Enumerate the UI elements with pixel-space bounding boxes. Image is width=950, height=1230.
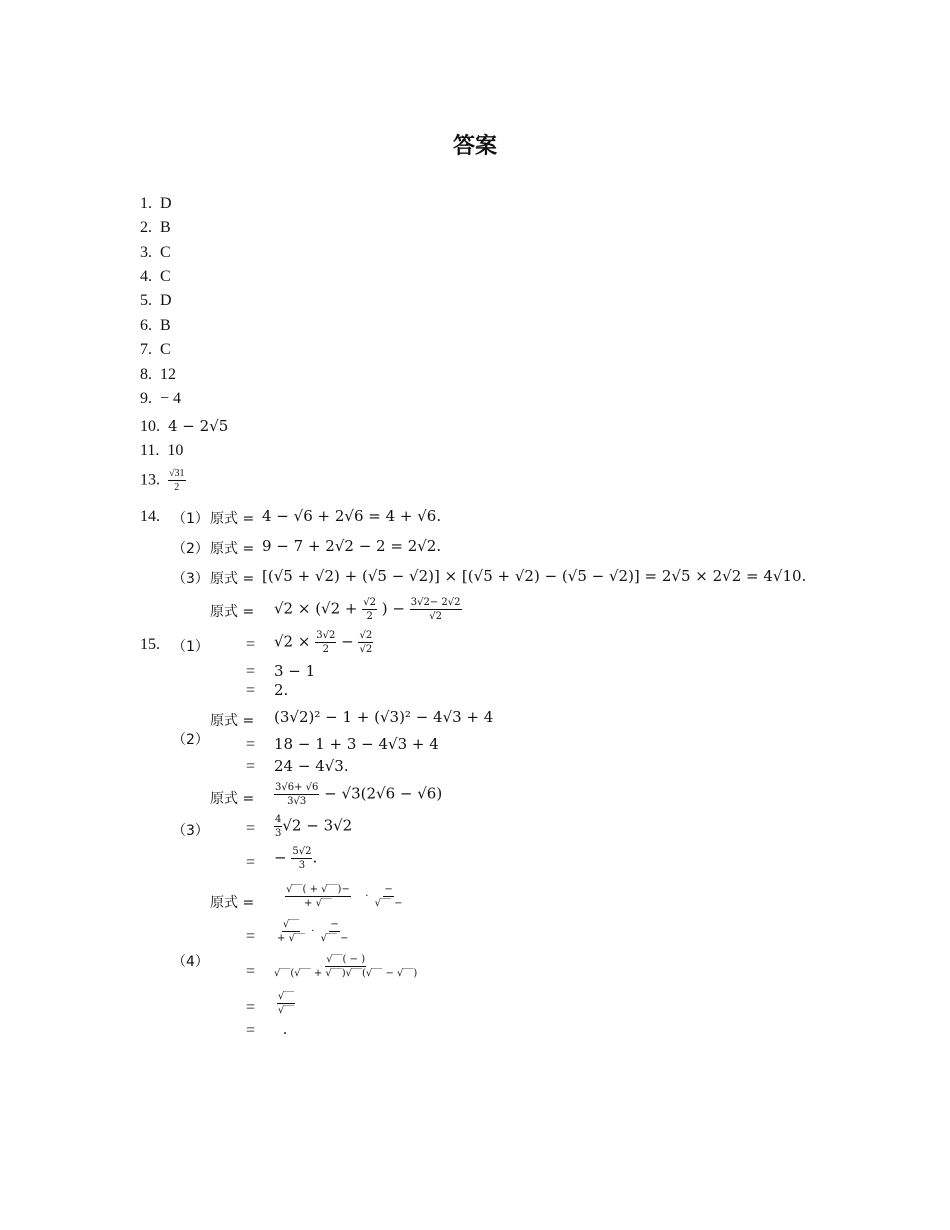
equals-sign: =	[246, 663, 256, 680]
equals-sign: =	[246, 736, 256, 753]
q15-part3-line1: $\frac{3√6+ √6}{3√3}$ − √3(2√6 − √6)	[275, 782, 443, 807]
q15-part4-line3: $\frac{√‾‾( - )}{√‾‾(√‾‾ + √‾‾)√‾‾(√‾‾ - √‾‾)}$	[274, 954, 418, 979]
equals-sign: =	[246, 758, 256, 775]
q15-part1-prefix: 原式 =	[210, 604, 255, 620]
q15-part3-line3: − $\frac{5√2}{3}$ .	[274, 846, 318, 871]
q14-part1-prefix: 原式 =	[210, 511, 255, 527]
q15-part2-prefix: 原式 =	[210, 713, 255, 729]
q15-part1-line3: 3 − 1	[274, 662, 316, 680]
q15-part4-line1: $\frac{√‾‾( + √‾‾)-}{+ √‾‾}$ · $\frac{-}{√‾‾ -}$	[286, 884, 403, 909]
list-item: 13. $\frac{√31}{2}$	[140, 468, 185, 493]
list-item: 10. 4 − 2√5	[140, 417, 229, 435]
q14-part1-label: （1）	[172, 511, 209, 527]
q15-part1-line2: √2 × $\frac{3√2}{2}$ − $\frac{√2}{√2}$	[274, 630, 373, 655]
q15-part2-line3: 24 − 4√3.	[274, 757, 349, 775]
q14-part2-prefix: 原式 =	[210, 541, 255, 557]
q14-part3-prefix: 原式 =	[210, 571, 255, 587]
q15-number: 15.	[140, 636, 160, 653]
list-item: 11. 10	[140, 442, 184, 459]
q15-part1-line1: √2 × (√2 + $\frac{√2}{2}$ ) − $\frac{3√2- 2√2}{√2}$	[274, 597, 461, 622]
q15-part4-prefix: 原式 =	[210, 895, 255, 911]
list-item: 7. C	[140, 341, 171, 358]
q14-number: 14.	[140, 508, 160, 525]
list-item: 2. B	[140, 219, 171, 236]
list-item: 3. C	[140, 244, 171, 261]
q15-part4-line2: $\frac{√‾‾}{+ √‾‾}$ · $\frac{-}{√‾‾ -}$	[277, 919, 349, 944]
q15-part2-line2: 18 − 1 + 3 − 4√3 + 4	[274, 735, 439, 753]
list-item: 8. 12	[140, 366, 176, 383]
q15-part3-label: （3）	[172, 823, 209, 839]
q14-part2-label: （2）	[172, 541, 209, 557]
q15-part3-prefix: 原式 =	[210, 791, 255, 807]
q15-part2-line1: (3√2)² − 1 + (√3)² − 4√3 + 4	[274, 708, 494, 726]
q15-part2-label: （2）	[172, 732, 209, 748]
list-item: 4. C	[140, 268, 171, 285]
equals-sign: =	[246, 928, 256, 945]
list-item: 5. D	[140, 292, 172, 309]
list-item: 6. B	[140, 317, 171, 334]
q15-part3-line2: $\frac{4}{3}$ √2 − 3√2	[275, 814, 353, 839]
q15-part4-line5: .	[283, 1021, 287, 1038]
q15-part4-line4: $\frac{√‾‾}{√‾‾}$	[277, 991, 295, 1016]
q14-part1-expr: 4 − √6 + 2√6 = 4 + √6.	[262, 507, 442, 525]
q15-part1-line4: 2.	[274, 681, 289, 699]
list-item: 9. − 4	[140, 390, 182, 407]
q14-part2-expr: 9 − 7 + 2√2 − 2 = 2√2.	[262, 537, 442, 555]
equals-sign: =	[246, 636, 256, 653]
equals-sign: =	[246, 820, 256, 837]
equals-sign: =	[246, 999, 256, 1016]
equals-sign: =	[246, 963, 256, 980]
q14-part3-label: （3）	[172, 571, 209, 587]
equals-sign: =	[246, 854, 256, 871]
q15-part4-label: （4）	[172, 954, 209, 970]
q14-part3-expr: [(√5 + √2) + (√5 − √2)] × [(√5 + √2) − (√5 − √2)] = 2√5 × 2√2 = 4√10.	[262, 567, 807, 585]
equals-sign: =	[246, 682, 256, 699]
page-title: 答案	[453, 134, 498, 159]
equals-sign: =	[246, 1022, 256, 1039]
list-item: 1. D	[140, 195, 172, 212]
q15-part1-label: （1）	[172, 639, 209, 655]
